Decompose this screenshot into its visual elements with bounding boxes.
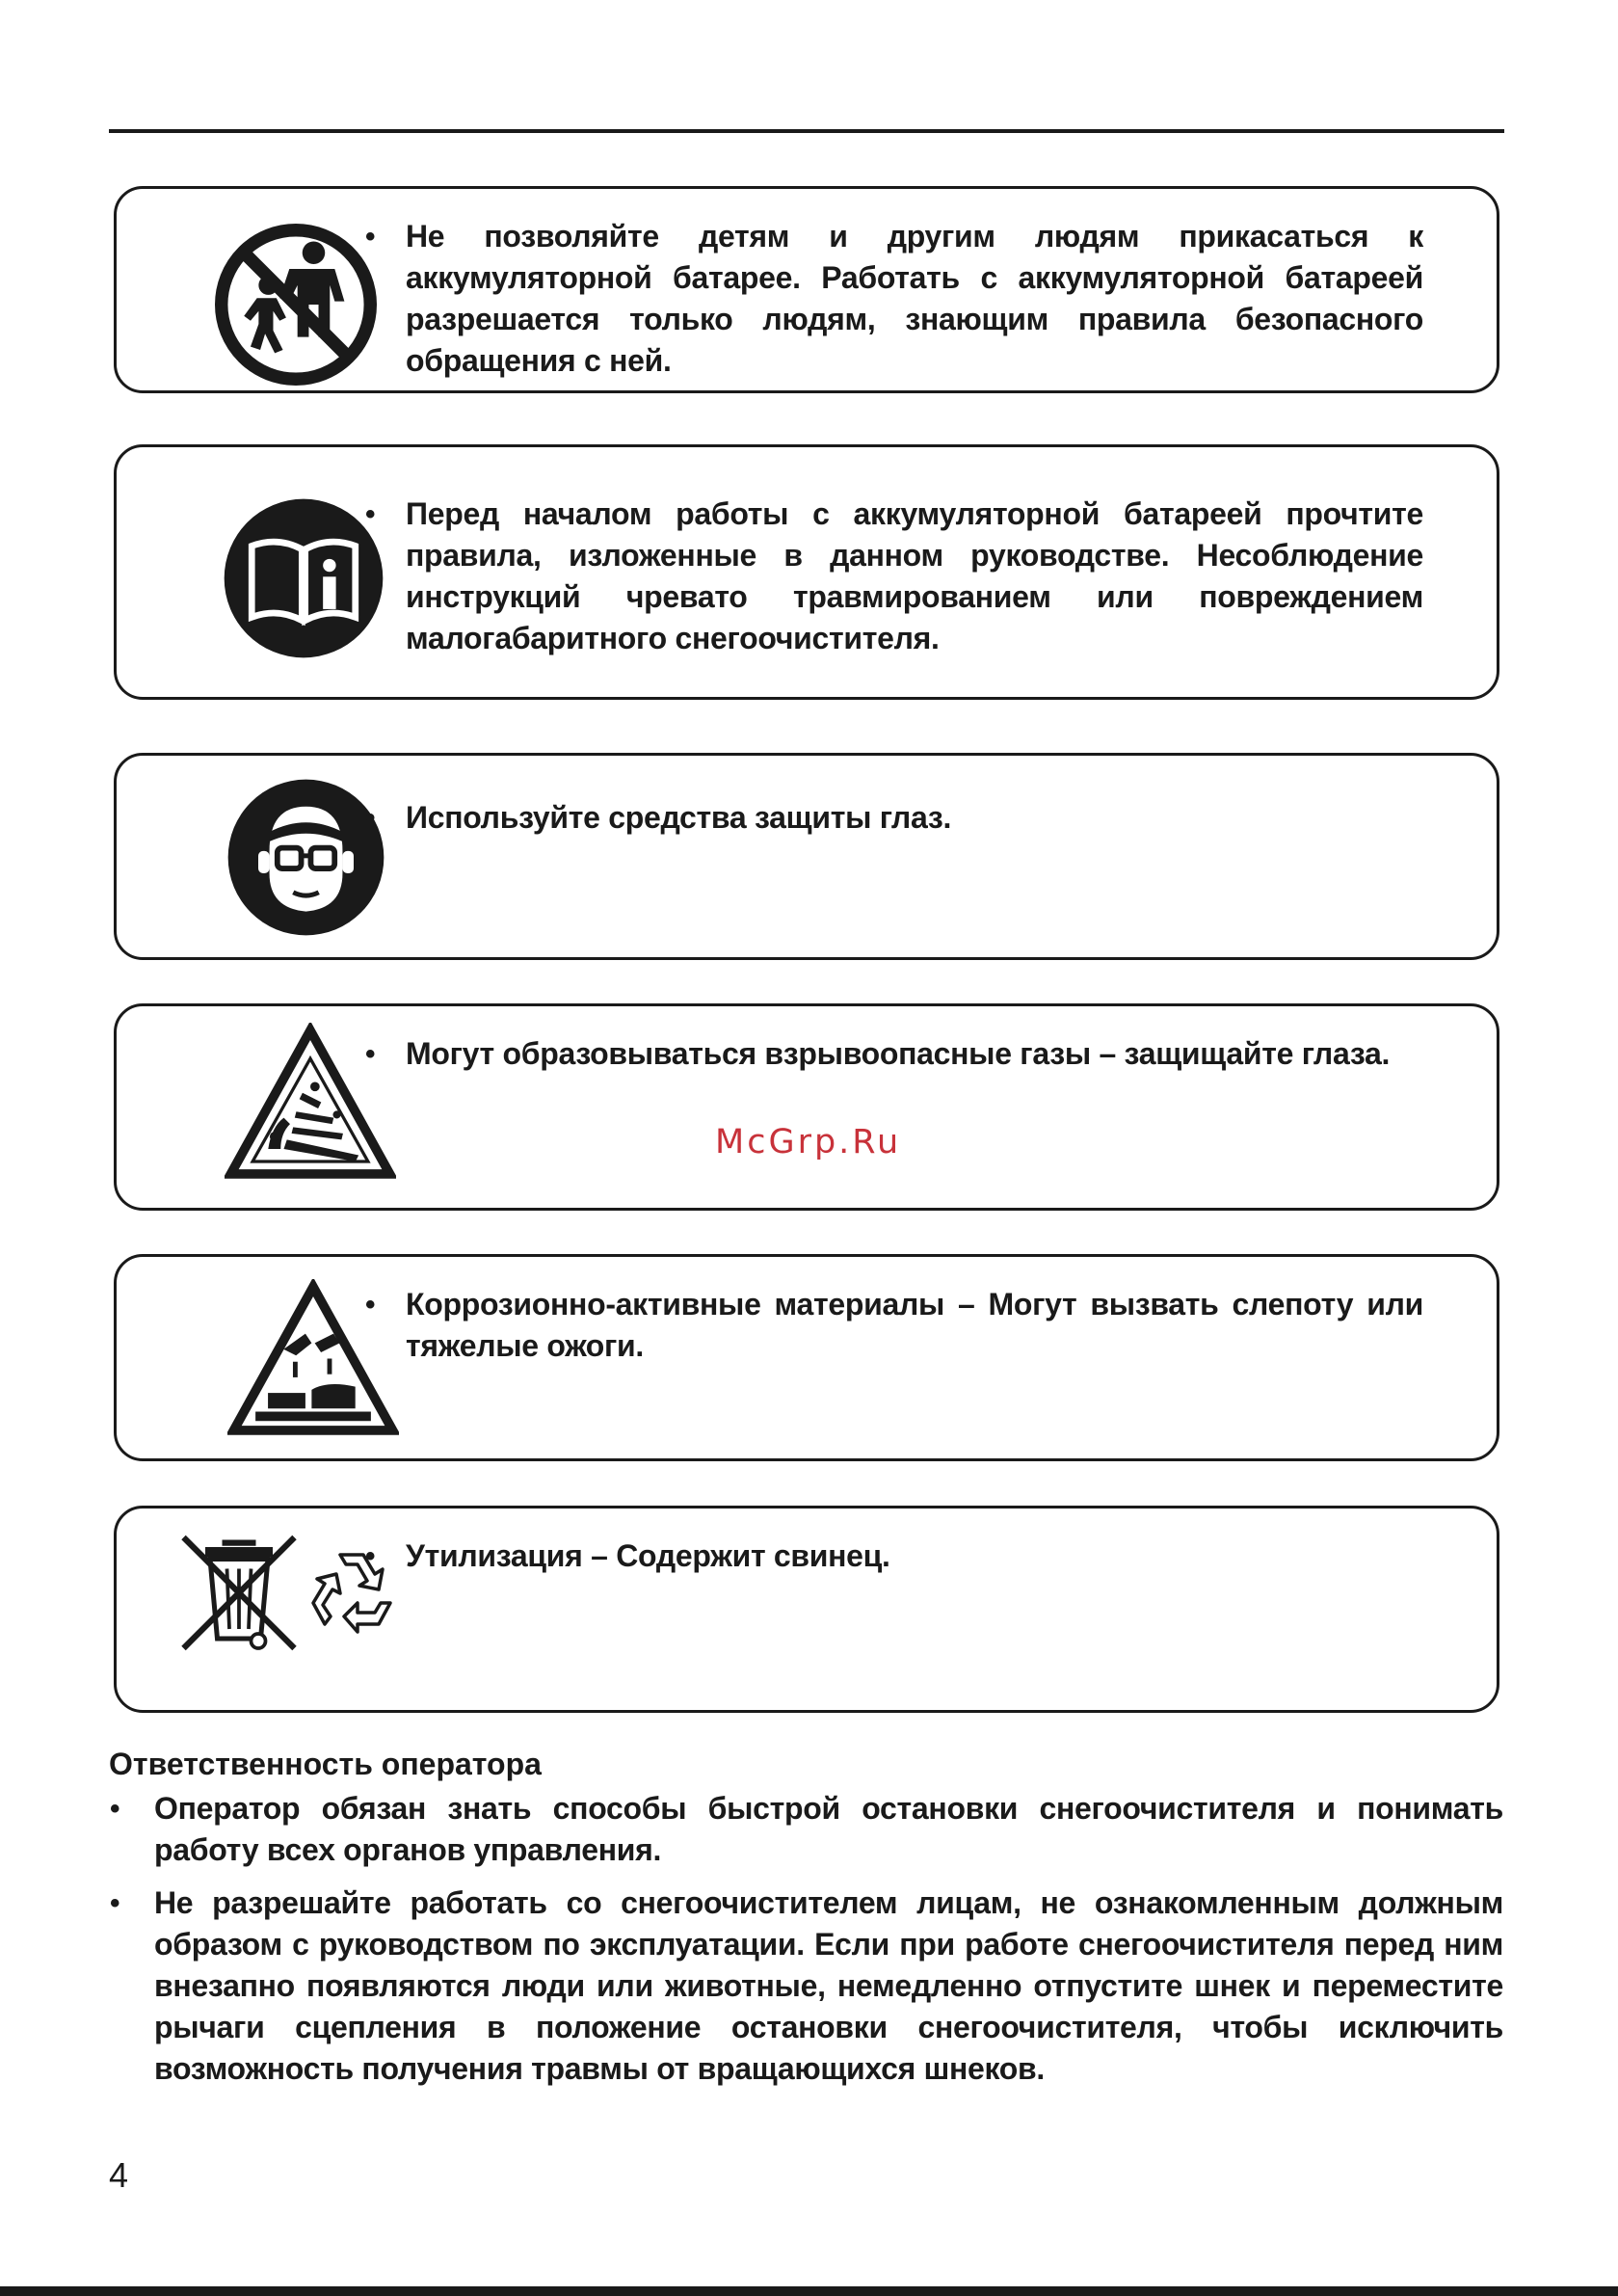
read-manual-icon	[223, 497, 385, 659]
keep-children-away-icon	[215, 224, 377, 386]
operator-item: • Оператор обязан знать способы быстрой остановки снегоочистителя и понимать работу всех органов управления.	[154, 1788, 1503, 1871]
watermark: McGrp.Ru	[715, 1123, 902, 1161]
section-title: Ответственность оператора	[109, 1747, 542, 1781]
warning-text-children: • Не позволяйте детям и другим людям прикасаться к аккумуляторной батарее. Работать с аккумуляторной батареей разрешается только людям, знающим правила безопасного обращения с ней.	[406, 216, 1423, 382]
operator-item: • Не разрешайте работать со снегоочистителем лицам, не ознакомленным должным образом с руководством по эксплуатации. Если при работе снегоочистителя перед ним внезапно появляются люди или животные, немедленно отпустите шнек и переместите рычаги сцепления в положение остановки снегоочистителя, чтобы исключить возможность получения травмы от вращающихся шнеков.	[154, 1882, 1503, 2090]
crossed-bin-icon	[176, 1533, 302, 1653]
eye-protection-icon	[226, 778, 385, 937]
warning-text-recycling: • Утилизация – Содержит свинец.	[406, 1535, 1423, 1577]
recycling-icon	[300, 1543, 404, 1640]
bullet: •	[365, 802, 376, 834]
footer-rule	[0, 2286, 1618, 2296]
warning-box-recycling	[114, 1506, 1499, 1713]
warning-box-manual	[114, 444, 1499, 700]
bullet: •	[365, 1540, 376, 1572]
warning-text-corrosive: • Коррозионно-активные материалы – Могут вызвать слепоту или тяжелые ожоги.	[406, 1284, 1423, 1367]
bullet: •	[365, 221, 376, 253]
bullet: •	[365, 498, 376, 530]
header-rule	[109, 129, 1504, 133]
warning-box-eye-protection	[114, 753, 1499, 960]
warning-text-eye-protection: • Используйте средства защиты глаз.	[406, 797, 1423, 839]
bullet: •	[365, 1038, 376, 1070]
warning-box-children	[114, 186, 1499, 393]
warning-box-corrosive	[114, 1254, 1499, 1461]
bullet: •	[365, 1289, 376, 1321]
warning-text-manual: • Перед началом работы с аккумуляторной батареей прочтите правила, изложенные в данном руководстве. Несоблюдение инструкций чревато травмированием или повреждением малогабаритного снегоочистителя.	[406, 494, 1423, 659]
bullet: •	[110, 1887, 120, 1919]
warning-text-explosive: • Могут образовываться взрывоопасные газы – защищайте глаза.	[406, 1033, 1423, 1075]
warning-box-explosive	[114, 1003, 1499, 1211]
bullet: •	[110, 1793, 120, 1825]
page-number: 4	[109, 2155, 129, 2195]
